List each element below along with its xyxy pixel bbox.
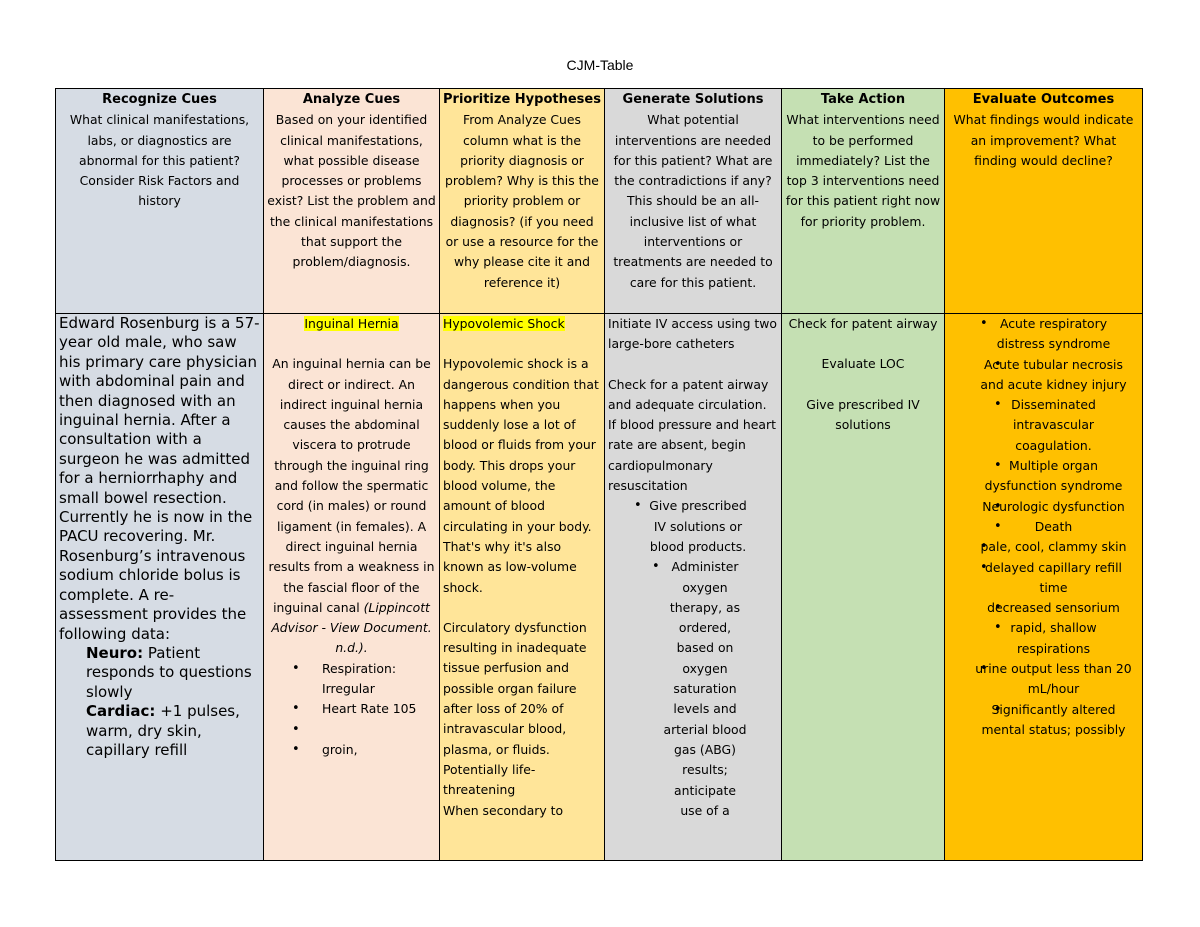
column-title: Take Action (820, 92, 906, 107)
cardiac-finding (59, 702, 260, 760)
page-title: CJM-Table (566, 57, 634, 73)
header-recognize-cues (56, 89, 264, 314)
list-item: • Administer oxygen therapy, as ordered, based on oxygen saturation levels and arterial blood gas (ABG) results; anticipate use of a (608, 557, 778, 821)
column-title: Recognize Cues (102, 92, 217, 107)
analyze-text (267, 354, 436, 658)
column-title: Prioritize Hypotheses (443, 92, 601, 107)
list-item: • urine output less than 20 mL/hour (948, 659, 1139, 700)
list-item (267, 720, 436, 740)
table-row (56, 314, 1143, 861)
analyze-paragraph: An inguinal hernia can be direct or indirect. An indirect inguinal hernia causes the abdominal viscera to protrude through the inguinal ring and follow the spermatic cord (in males) or round ligament (in females). A direct inguinal hernia results from a weakness in the fascial floor of the inguinal canal (268, 356, 435, 615)
take-action-cell (782, 314, 945, 861)
outcome-bullet-list (948, 314, 1139, 740)
list-item: • groin, (267, 740, 436, 760)
analyze-cues-cell (264, 314, 440, 861)
neuro-finding (59, 644, 260, 702)
table-header-row (56, 89, 1143, 314)
header-prioritize-hypotheses (440, 89, 605, 314)
list-item: • Acute respiratory distress syndrome (948, 314, 1139, 355)
priority-paragraph: When secondary to (443, 802, 564, 818)
solution-bullet-list (608, 496, 778, 821)
list-item: • Give prescribed IV solutions or blood products. (608, 496, 778, 557)
list-item: • Multiple organ dysfunction syndrome (948, 456, 1139, 497)
action-item: Check for patent airway (788, 316, 938, 331)
list-item: • rapid, shallow respirations (948, 618, 1139, 659)
list-item: • Death (948, 517, 1139, 537)
list-item: • Significantly altered mental status; possibly (948, 700, 1139, 741)
column-prompt: What findings would indicate an improvement? What finding would decline? (953, 112, 1134, 168)
column-prompt: Based on your identified clinical manifestations, what possible disease processes or problems exist? List the problem and the clinical manifestations that support the problem/diagnosis. (267, 112, 436, 270)
header-analyze-cues (264, 89, 440, 314)
list-item: • Neurologic dysfunction (948, 497, 1139, 517)
header-take-action (782, 89, 945, 314)
column-prompt: What potential interventions are needed for this patient? What are the contradictions if any? This should be an all-inclusive list of what interventions or treatments are needed to care for this patient. (613, 112, 773, 290)
solution-paragraph: Check for a patent airway and adequate circulation. If blood pressure and heart rate are absent, begin cardiopulmonary resuscitation (608, 376, 776, 494)
list-item: • decreased sensorium (948, 598, 1139, 618)
recognize-cues-cell (56, 314, 264, 861)
list-item: • Acute tubular necrosis and acute kidney injury (948, 355, 1139, 396)
list-item: • delayed capillary refill time (948, 558, 1139, 599)
generate-solutions-cell (605, 314, 782, 861)
priority-heading: Hypovolemic Shock (443, 316, 565, 331)
column-title: Generate Solutions (622, 92, 764, 107)
header-evaluate-outcomes (945, 89, 1143, 314)
evaluate-outcomes-cell (945, 314, 1143, 861)
patient-scenario: Edward Rosenburg is a 57-year old male, who saw his primary care physician with abdominal pain and then diagnosed with an inguinal hernia. After a consultation with a surgeon he was admitted for a herniorrhaphy and small bowel resection. Currently he is now in the PACU recovering. Mr. Rosenburg’s intravenous sodium chloride bolus is complete. A re-assessment provides the following data: (59, 314, 260, 643)
cjm-table (55, 88, 1143, 861)
column-prompt: What clinical manifestations, labs, or diagnostics are abnormal for this patient? Consider Risk Factors and history (69, 112, 250, 209)
column-prompt: What interventions need to be performed immediately? List the top 3 interventions need for this patient right now for priority problem. (785, 112, 941, 229)
column-prompt: From Analyze Cues column what is the priority diagnosis or problem? Why is this the priority problem or diagnosis? (if you need or use a resource for the why please cite it and reference it) (445, 112, 599, 290)
list-item: • Respiration: Irregular (267, 659, 436, 700)
neuro-text: Patient responds to questions slowly (86, 643, 252, 701)
cardiac-text: +1 pulses, warm, dry skin, capillary refill (86, 702, 240, 759)
list-item: • Heart Rate 105 (267, 699, 436, 719)
priority-paragraph: Circulatory dysfunction resulting in inadequate tissue perfusion and possible organ failure after loss of 20% of intravascular blood, plasma, or fluids. Potentially life-threatening (443, 619, 587, 798)
analyze-heading: Inguinal Hernia (304, 316, 399, 331)
prioritize-hypotheses-cell (440, 314, 605, 861)
header-generate-solutions (605, 89, 782, 314)
priority-paragraph: Hypovolemic shock is a dangerous condition that happens when you suddenly lose a lot of blood or fluids from your body. This drops your blood volume, the amount of blood circulating in your body. That's why it's also known as low-volume shock. (443, 356, 599, 595)
column-title: Analyze Cues (302, 92, 401, 107)
list-item: • pale, cool, clammy skin (948, 537, 1139, 557)
action-item: Give prescribed IV solutions (806, 396, 920, 432)
solution-paragraph: Initiate IV access using two large-bore catheters (608, 316, 778, 352)
action-item: Evaluate LOC (821, 356, 905, 372)
list-item: • Disseminated intravascular coagulation. (948, 395, 1139, 456)
cardiac-label: Cardiac: (86, 702, 156, 721)
analyze-citation: (Lippincott Advisor - View Document. n.d.). (271, 599, 432, 656)
analyze-bullet-list (267, 659, 436, 760)
neuro-label: Neuro: (86, 643, 144, 662)
column-title: Evaluate Outcomes (972, 92, 1115, 107)
